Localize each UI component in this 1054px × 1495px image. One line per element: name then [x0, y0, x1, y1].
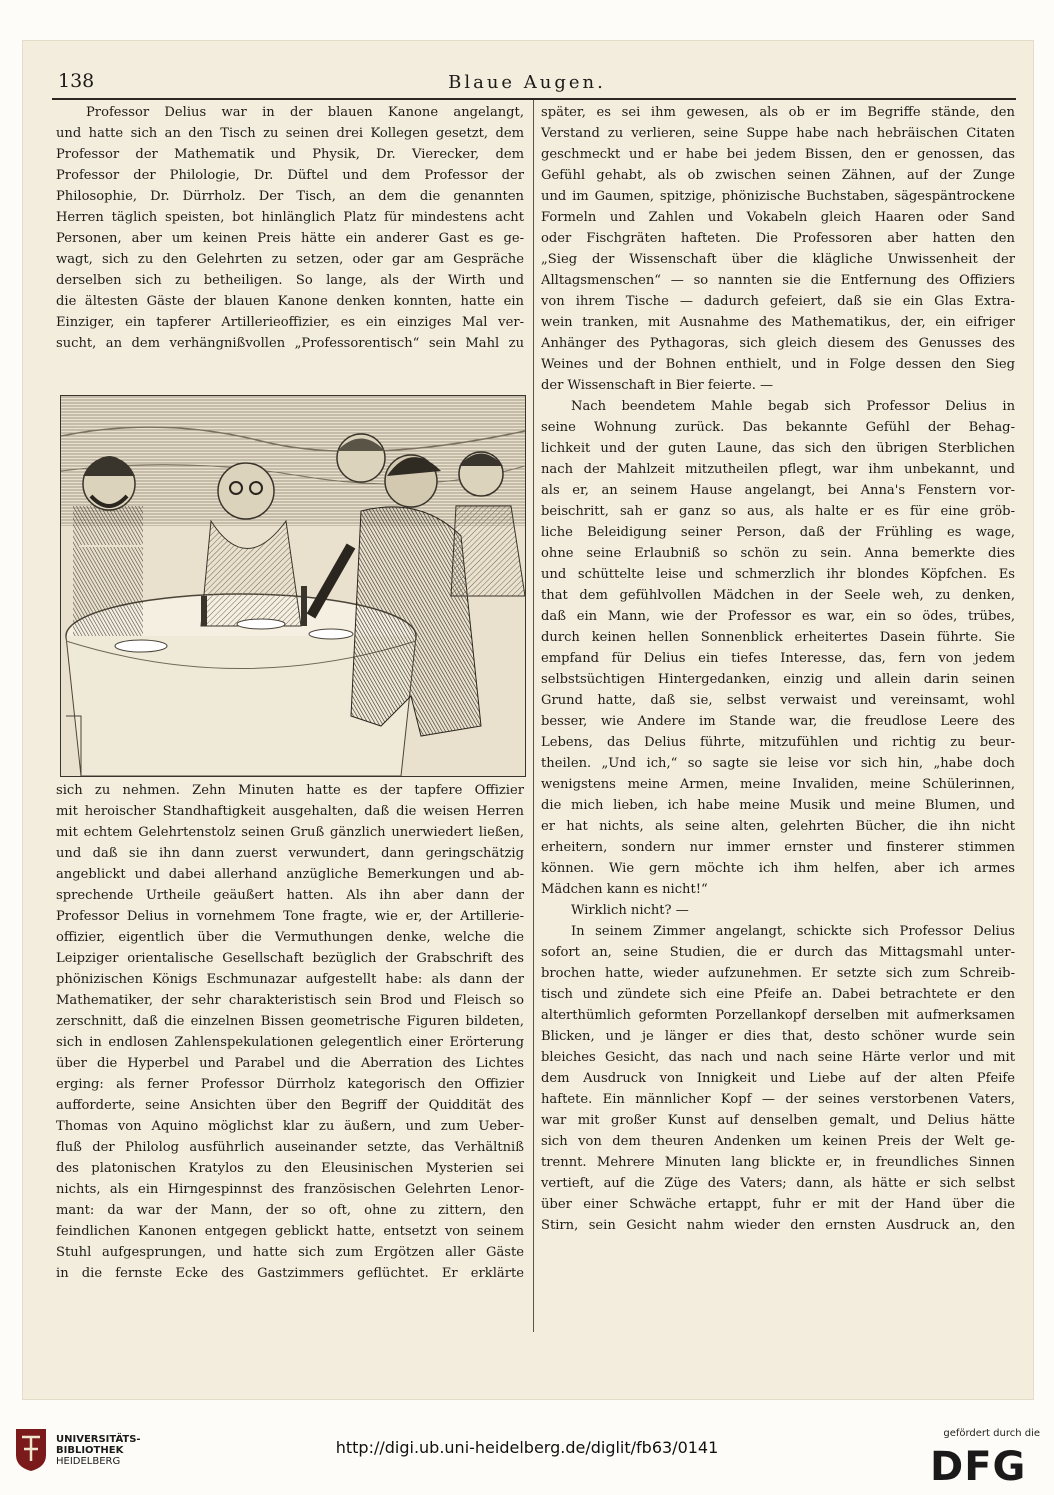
text-line: erging: als ferner Professor Dürrholz kategorisch den Offizier — [56, 1077, 524, 1092]
text-line: und hatte sich an den Tisch zu seinen drei Kollegen gesetzt, dem — [56, 126, 524, 141]
text-line: Lebens, das Delius führte, mitzufühlen und richtig zu beur- — [541, 735, 1015, 750]
text-line: sich in endlosen Zahlenspekulationen gelegentlich einer Erörterung — [56, 1035, 524, 1050]
text-line: Professor Delius in vornehmem Tone fragte, wie er, der Artillerie- — [56, 909, 524, 924]
text-line: zerschnitt, daß die einzelnen Bissen geometrische Figuren bildeten, — [56, 1014, 524, 1029]
text-line: Alltagsmenschen“ — so nannten sie die Entfernung des Offiziers — [541, 273, 1015, 288]
text-line: geschmeckt und er habe bei jedem Bissen, den er genossen, das — [541, 147, 1015, 162]
text-line: in die fernste Ecke des Gastzimmers geflüchtet. Er erklärte — [56, 1266, 524, 1281]
text-line: Stirn, sein Gesicht nahm wieder den ernsten Ausdruck an, den — [541, 1218, 1015, 1233]
text-line: Grund hatte, daß sie, selbst verwaist und vereinsamt, wohl — [541, 693, 1015, 708]
header-rule — [52, 98, 1016, 100]
text-line: feindlichen Kanonen entgegen geblickt hatte, entsetzt von seinem — [56, 1224, 524, 1239]
text-line: sucht, an dem verhängnißvollen „Professorentisch“ sein Mahl zu — [56, 336, 524, 351]
text-line: trennt. Mehrere Minuten lang blickte er, in freundliches Sinnen — [541, 1155, 1015, 1170]
engraving-illustration — [60, 395, 526, 777]
text-line: Leipziger orientalische Gesellschaft bezüglich der Grabschrift des — [56, 951, 524, 966]
left-column-bottom-text — [56, 780, 524, 1284]
page-number: 138 — [58, 70, 95, 92]
text-line: über einer Schwäche ertappt, fuhr er mit der Hand über die — [541, 1197, 1015, 1212]
text-line: Stuhl aufgesprungen, und hatte sich zum Ergötzen aller Gäste — [56, 1245, 524, 1260]
text-line: dem Ausdruck von Innigkeit und Liebe auf der alten Pfeife — [541, 1071, 1015, 1086]
text-line: brochen hatte, wieder aufzunehmen. Er setzte sich zum Schreib- — [541, 966, 1015, 981]
text-line: tisch und zündete sich eine Pfeife an. Dabei betrachtete er den — [541, 987, 1015, 1002]
text-line: fluß der Philolog ausführlich auseinander setzte, das Verhältniß — [56, 1140, 524, 1155]
text-line: liche Beleidigung seiner Person, daß der Frühling es wage, — [541, 525, 1015, 540]
text-line: Einziger, ein tapferer Artillerieoffizier, es ein einziges Mal ver- — [56, 315, 524, 330]
text-line: mit echtem Gelehrtenstolz seinen Gruß gänzlich unerwiedert ließen, — [56, 825, 524, 840]
text-line: beischritt, sah er ganz so aus, als halte er es für eine gröb- — [541, 504, 1015, 519]
text-line: erheitern, sondern nur immer ernster und finsterer stimmen — [541, 840, 1015, 855]
text-line: durch keinen hellen Sonnenblick erheitertes Dasein führte. Sie — [541, 630, 1015, 645]
column-rule — [533, 100, 534, 1332]
text-line: Mädchen kann es nicht!“ — [541, 882, 708, 897]
text-line: theilen. „Und ich,“ so sagte sie leise vor sich hin, „habe doch — [541, 756, 1015, 771]
text-line: angeblickt und dabei allerhand anzügliche Bemerkungen und ab- — [56, 867, 524, 882]
text-line: bleiches Gesicht, das nach und nach seine Härte verlor und mit — [541, 1050, 1015, 1065]
text-line: aufforderte, seine Ansichten über den Begriff der Quiddität des — [56, 1098, 524, 1113]
text-line: Philosophie, Dr. Dürrholz. Der Tisch, an dem die genannten — [56, 189, 524, 204]
text-line: Nach beendetem Mahle begab sich Professor Delius in — [571, 399, 1015, 414]
text-line: offizier, eigentlich über die Vermuthungen denke, welche die — [56, 930, 524, 945]
text-line: Anhänger des Pythagoras, sich gleich diesem des Genusses des — [541, 336, 1015, 351]
text-line: Formeln und Zahlen und Vokabeln gleich Haaren oder Sand — [541, 210, 1015, 225]
running-title: Blaue Augen. — [448, 72, 606, 93]
text-line: wein tranken, mit Ausnahme des Mathematikus, der, ein eifriger — [541, 315, 1015, 330]
text-line: Verstand zu verlieren, seine Suppe habe nach hebräischen Citaten — [541, 126, 1015, 141]
text-line: derselben sich zu betheiligen. So lange, als der Wirth und — [56, 273, 524, 288]
engraving-officer-and-professors-at-table-icon — [61, 396, 525, 776]
text-line: vertieft, auf die Züge des Vaters; dann, als hätte er sich selbst — [541, 1176, 1015, 1191]
text-line: nichts, als ein Hirngespinnst des französischen Gelehrten Lenor- — [56, 1182, 524, 1197]
library-line-1: UNIVERSITÄTS- — [56, 1433, 141, 1445]
text-line: oder Fischgräten hafteten. Die Professoren aber hatten den — [541, 231, 1015, 246]
text-line: Gefühl gehabt, als ob zwischen seinen Zähnen, auf der Zunge — [541, 168, 1015, 183]
text-line: Professor der Philologie, Dr. Düftel und dem Professor der — [56, 168, 524, 183]
text-line: alterthümlich geformten Porzellankopf derselben mit aufmerksamen — [541, 1008, 1015, 1023]
text-line: haftete. Ein männlicher Kopf — der seines verstorbenen Vaters, — [541, 1092, 1015, 1107]
text-line: wagt, sich zu den Gelehrten zu setzen, oder gar am Gespräche — [56, 252, 524, 267]
text-line: über die Hyperbel und Parabel und die Aberration des Lichtes — [56, 1056, 524, 1071]
right-column-text — [541, 102, 1015, 1236]
text-line: „Sieg der Wissenschaft über die klägliche Unwissenheit der — [541, 252, 1015, 267]
text-line: daß ein Mann, wie der Professor es war, ein so ödes, trübes, — [541, 609, 1015, 624]
text-line: des platonischen Kratylos zu den Eleusinischen Mysterien sei — [56, 1161, 524, 1176]
text-line: Weines und der Bohnen enthielt, und in Folge dessen den Sieg — [541, 357, 1015, 372]
text-line: empfand für Delius ein tiefes Interesse, das, fern von jedem — [541, 651, 1015, 666]
text-line: die ältesten Gäste der blauen Kanone denken konnten, hatte ein — [56, 294, 524, 309]
text-line: und im Gaumen, spitzige, phönizische Buchstaben, sägespäntrockene — [541, 189, 1015, 204]
left-column-top-text — [56, 102, 524, 354]
text-line: Thomas von Aquino möglichst klar zu äußern, und zum Ueber- — [56, 1119, 524, 1134]
text-line: der Wissenschaft in Bier feierte. — — [541, 378, 774, 393]
text-line: sofort an, seine Studien, die er durch das Mittagsmahl unter- — [541, 945, 1015, 960]
text-line: er hat nichts, als seine alten, gelehrten Bücher, die ihn nicht — [541, 819, 1015, 834]
text-line: später, es sei ihm gewesen, als ob er im Begriffe stände, den — [541, 105, 1015, 120]
text-line: sich von dem theuren Andenken um keinen Preis der Welt ge- — [541, 1134, 1015, 1149]
text-line: Blicken, und je länger er dies that, desto schöner wurde sein — [541, 1029, 1015, 1044]
text-line: Wirklich nicht? — — [571, 903, 689, 918]
text-line: Herren täglich speisten, bot hinlänglich Platz für mindestens acht — [56, 210, 524, 225]
text-line: und daß sie ihn dann zuerst verwundert, dann geringschätzig — [56, 846, 524, 861]
library-line-2: BIBLIOTHEK — [56, 1444, 124, 1456]
text-line: war mit großer Kunst auf denselben gemalt, und Delius hätte — [541, 1113, 1015, 1128]
library-line-3: HEIDELBERG — [56, 1455, 121, 1467]
text-line: In seinem Zimmer angelangt, schickte sich Professor Delius — [571, 924, 1015, 939]
text-line: selbstsüchtigen Hintergedanken, einzig und allein darin seinen — [541, 672, 1015, 687]
dfg-logo-icon — [930, 1444, 1040, 1484]
text-line: und schüttelte leise und schmerzlich ihr blondes Köpfchen. Es — [541, 567, 1015, 582]
text-line: Mathematiker, der sehr charakteristisch sein Brod und Fleisch so — [56, 993, 524, 1008]
text-line: seine Wohnung zurück. Das bekannte Gefühl der Behag- — [541, 420, 1015, 435]
text-line: Personen, aber um keinen Preis hätte ein anderer Gast es ge- — [56, 231, 524, 246]
text-line: that dem gefühlvollen Mädchen in der Seele weh, zu denken, — [541, 588, 1015, 603]
funding-note: gefördert durch die — [943, 1428, 1040, 1439]
text-line: können. Wie gern möchte ich ihm helfen, aber ich armes — [541, 861, 1015, 876]
text-line: mit heroischer Standhaftigkeit ausgehalten, daß die weisen Herren — [56, 804, 524, 819]
source-url[interactable]: http://digi.ub.uni-heidelberg.de/diglit/fb63/0141 — [335, 1438, 719, 1457]
text-line: besser, wie Andere im Stande war, die freudlose Leere des — [541, 714, 1015, 729]
funder-logo-text: DFG — [930, 1444, 1027, 1484]
text-line: lichkeit und der guten Laune, das sich den übrigen Sterblichen — [541, 441, 1015, 456]
text-line: sprechende Urtheile geäußert hatten. Als ihn aber dann der — [56, 888, 524, 903]
text-line: Professor der Mathematik und Physik, Dr. Vierecker, dem — [56, 147, 524, 162]
text-line: ohne seine Erlaubniß so schön zu sein. Anna bemerkte dies — [541, 546, 1015, 561]
text-line: als er, an seinem Hause angelangt, bei Anna's Fenstern vor- — [541, 483, 1015, 498]
text-line: nach der Mahlzeit mitzutheilen pflegt, war ihm unbekannt, und — [541, 462, 1015, 477]
text-line: die mich lieben, ich habe meine Musik und meine Blumen, und — [541, 798, 1015, 813]
text-line: Professor Delius war in der blauen Kanone angelangt, — [86, 105, 524, 120]
text-line: von ihrem Tische — dadurch gefeiert, daß sie ein Glas Extra- — [541, 294, 1015, 309]
text-line: mant: da war der Mann, der so oft, ohne zu zittern, den — [56, 1203, 524, 1218]
text-line: wenigstens meine Armen, meine Invaliden, meine Schülerinnen, — [541, 777, 1015, 792]
text-line: sich zu nehmen. Zehn Minuten hatte es der tapfere Offizier — [56, 783, 524, 798]
text-line: phönizischen Königs Eschmunazar aufgestellt habe: als dann der — [56, 972, 524, 987]
